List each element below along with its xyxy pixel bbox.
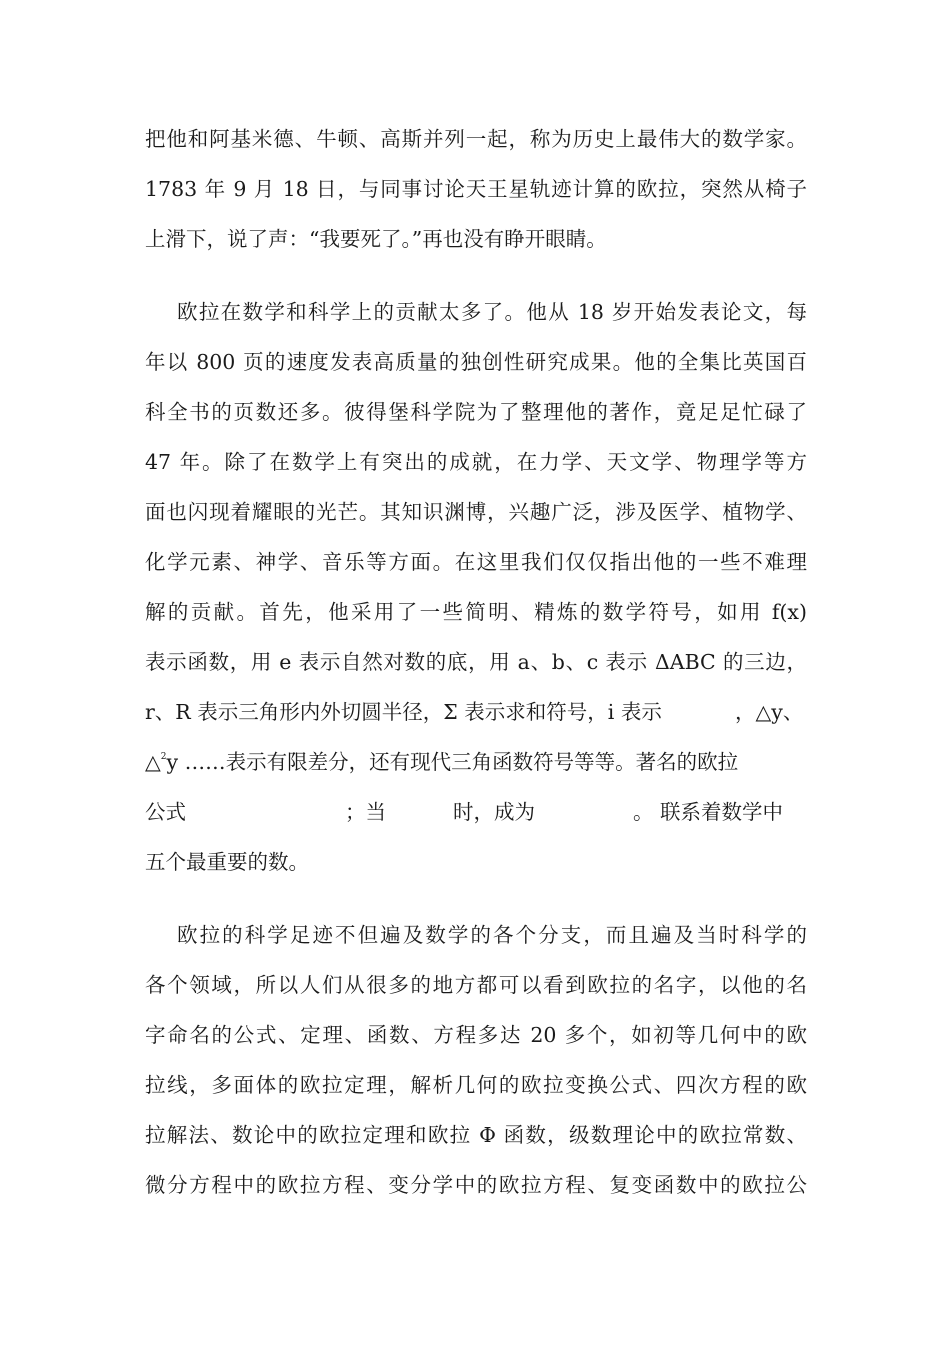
text-segment: 公式 — [145, 800, 186, 824]
text-line — [145, 792, 807, 832]
text-segment: y ……表示有限差分，还有现代三角函数符号等等。著名的欧拉 — [166, 750, 739, 774]
text-line: 微分方程中的欧拉方程、变分学中的欧拉方程、复变函数中的欧拉公 — [145, 1173, 807, 1197]
text-line: 把他和阿基米德、牛顿、高斯并列一起，称为历史上最伟大的数学家。 — [145, 127, 807, 151]
superscript: 2 — [160, 752, 167, 762]
text-line: 表示函数，用 e 表示自然对数的底，用 a、b、c 表示 ΔABC 的三边， — [145, 650, 807, 674]
text-line: 面也闪现着耀眼的光芒。其知识渊博，兴趣广泛，涉及医学、植物学、 — [145, 500, 807, 524]
text-line: 欧拉的科学足迹不但遍及数学的各个分支，而且遍及当时科学的 — [177, 923, 807, 947]
text-line: 化学元素、神学、音乐等方面。在这里我们仅仅指出他的一些不难理 — [145, 550, 807, 574]
text-segment: ；当 — [345, 800, 386, 824]
text-segment: 时，成为 — [453, 800, 535, 824]
text-line — [145, 742, 807, 782]
text-line: 解的贡献。首先，他采用了一些简明、精炼的数学符号，如用 f(x) — [145, 600, 807, 624]
text-line: 拉线，多面体的欧拉定理，解析几何的欧拉变换公式、四次方程的欧 — [145, 1073, 807, 1097]
text-line: 拉解法、数论中的欧拉定理和欧拉 Φ 函数，级数理论中的欧拉常数、 — [145, 1123, 807, 1147]
delta-symbol: △ — [145, 750, 161, 774]
text-line: 五个最重要的数。 — [145, 850, 309, 874]
text-line: 年以 800 页的速度发表高质量的独创性研究成果。他的全集比英国百 — [145, 350, 807, 374]
text-line: 科全书的页数还多。彼得堡科学院为了整理他的著作，竟足足忙碌了 — [145, 400, 807, 424]
text-line: 各个领域，所以人们从很多的地方都可以看到欧拉的名字，以他的名 — [145, 973, 807, 997]
text-segment: ，△y、 — [735, 700, 804, 724]
text-line — [145, 692, 807, 732]
text-line: 47 年。除了在数学上有突出的成就，在力学、天文学、物理学等方 — [145, 450, 807, 474]
text-segment: r、R 表示三角形内外切圆半径，Σ 表示求和符号，i 表示 — [145, 700, 662, 724]
text-line: 1783 年 9 月 18 日，与同事讨论天王星轨迹计算的欧拉，突然从椅子 — [145, 177, 807, 201]
text-line: 字命名的公式、定理、函数、方程多达 20 多个，如初等几何中的欧 — [145, 1023, 807, 1047]
text-segment — [145, 742, 738, 782]
text-line: 上滑下，说了声：“我要死了。”再也没有睁开眼睛。 — [145, 227, 607, 251]
text-line: 欧拉在数学和科学上的贡献太多了。他从 18 岁开始发表论文，每 — [177, 300, 807, 324]
text-segment: 。 联系着数学中 — [633, 800, 784, 824]
